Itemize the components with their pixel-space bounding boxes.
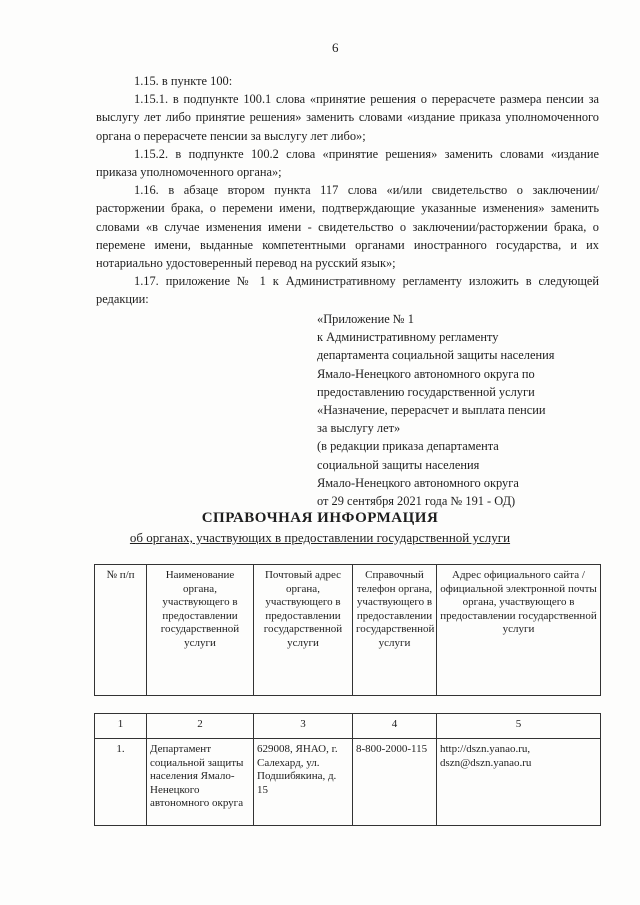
- paragraph: 1.15.2. в подпункте 100.2 слова «принятие решения» заменить словами «издание приказа уполномоченного органа»;: [96, 146, 599, 180]
- organ-name: Департамент социальной защиты населения Ямало-Ненецкого автономного округа: [147, 739, 254, 826]
- column-number: 2: [147, 714, 254, 739]
- approval-line: от 29 сентября 2021 года № 191 - ОД): [317, 494, 516, 509]
- header-cell: Адрес официального сайта /официальной электронной почты органа, участвующего в предоставлении государственной услуги: [437, 565, 601, 696]
- paragraph: 1.17. приложение № 1 к Административному регламенту изложить в следующей редакции:: [96, 274, 599, 307]
- data-table: [94, 713, 601, 826]
- header-cell: № п/п: [95, 565, 147, 696]
- postal-address: 629008, ЯНАО, г. Салехард, ул. Подшибякина, д. 15: [254, 739, 353, 826]
- column-number: 1: [95, 714, 147, 739]
- website-email: http://dszn.yanao.ru, dszn@dszn.yanao.ru: [437, 739, 601, 826]
- column-number: 3: [254, 714, 353, 739]
- header-cell: Справочный телефон органа, участвующего в предоставлении государственной услуги: [353, 565, 437, 696]
- section-title: СПРАВОЧНАЯ ИНФОРМАЦИЯ: [201, 510, 439, 526]
- approval-line: за выслугу лет»: [317, 421, 401, 436]
- approval-line: Ямало-Ненецкого автономного округа по: [317, 366, 535, 381]
- header-cell: Почтовый адрес органа, участвующего в предоставлении государственной услуги: [254, 565, 353, 696]
- table-header-row: [95, 565, 601, 696]
- column-number-row: [95, 714, 601, 739]
- approval-line: социальной защиты населения: [317, 457, 480, 472]
- section-subtitle: об органах, участвующих в предоставлении государственной услуги: [129, 530, 511, 545]
- approval-line: департамента социальной защиты населения: [317, 348, 555, 363]
- approval-line: «Приложение № 1: [317, 312, 414, 326]
- header-cell: Наименование органа, участвующего в предоставлении государственной услуги: [147, 565, 254, 696]
- paragraph: 1.16. в абзаце втором пункта 117 слова «и/или свидетельство о заключении/расторжении брака, о перемени имени, подтверждающие указанные изменения» заменить словами «в случае изменения имени - свидетельство о заключении/расторжении брака, о перемене имени, выданные компетентными органами иностранного государства, и их нотариально удостоверенный перевод на русский язык»;: [96, 183, 599, 271]
- column-number: 5: [437, 714, 601, 739]
- page-number: 6: [332, 40, 339, 55]
- paragraph: 1.15.1. в подпункте 100.1 слова «принятие решения о перерасчете размера пенсии за выслугу лет либо принятие решения» заменить словами «издание приказа уполномоченного органа о перерасчете пенсии за выслугу лет либо»;: [96, 92, 599, 143]
- row-number: 1.: [95, 739, 147, 826]
- approval-line: Ямало-Ненецкого автономного округа: [317, 475, 519, 490]
- table-row: [95, 739, 601, 826]
- amendment-text: [96, 72, 599, 309]
- approval-line: «Назначение, перерасчет и выплата пенсии: [317, 403, 546, 418]
- column-number: 4: [353, 714, 437, 739]
- paragraph: 1.15. в пункте 100:: [134, 74, 233, 88]
- approval-line: предоставлению государственной услуги: [317, 384, 535, 399]
- header-table: [94, 564, 601, 696]
- approval-line: (в редакции приказа департамента: [317, 439, 499, 454]
- approval-line: к Административному регламенту: [317, 330, 499, 345]
- appendix-approval-block: [317, 310, 607, 510]
- phone-number: 8-800-2000-115: [353, 739, 437, 826]
